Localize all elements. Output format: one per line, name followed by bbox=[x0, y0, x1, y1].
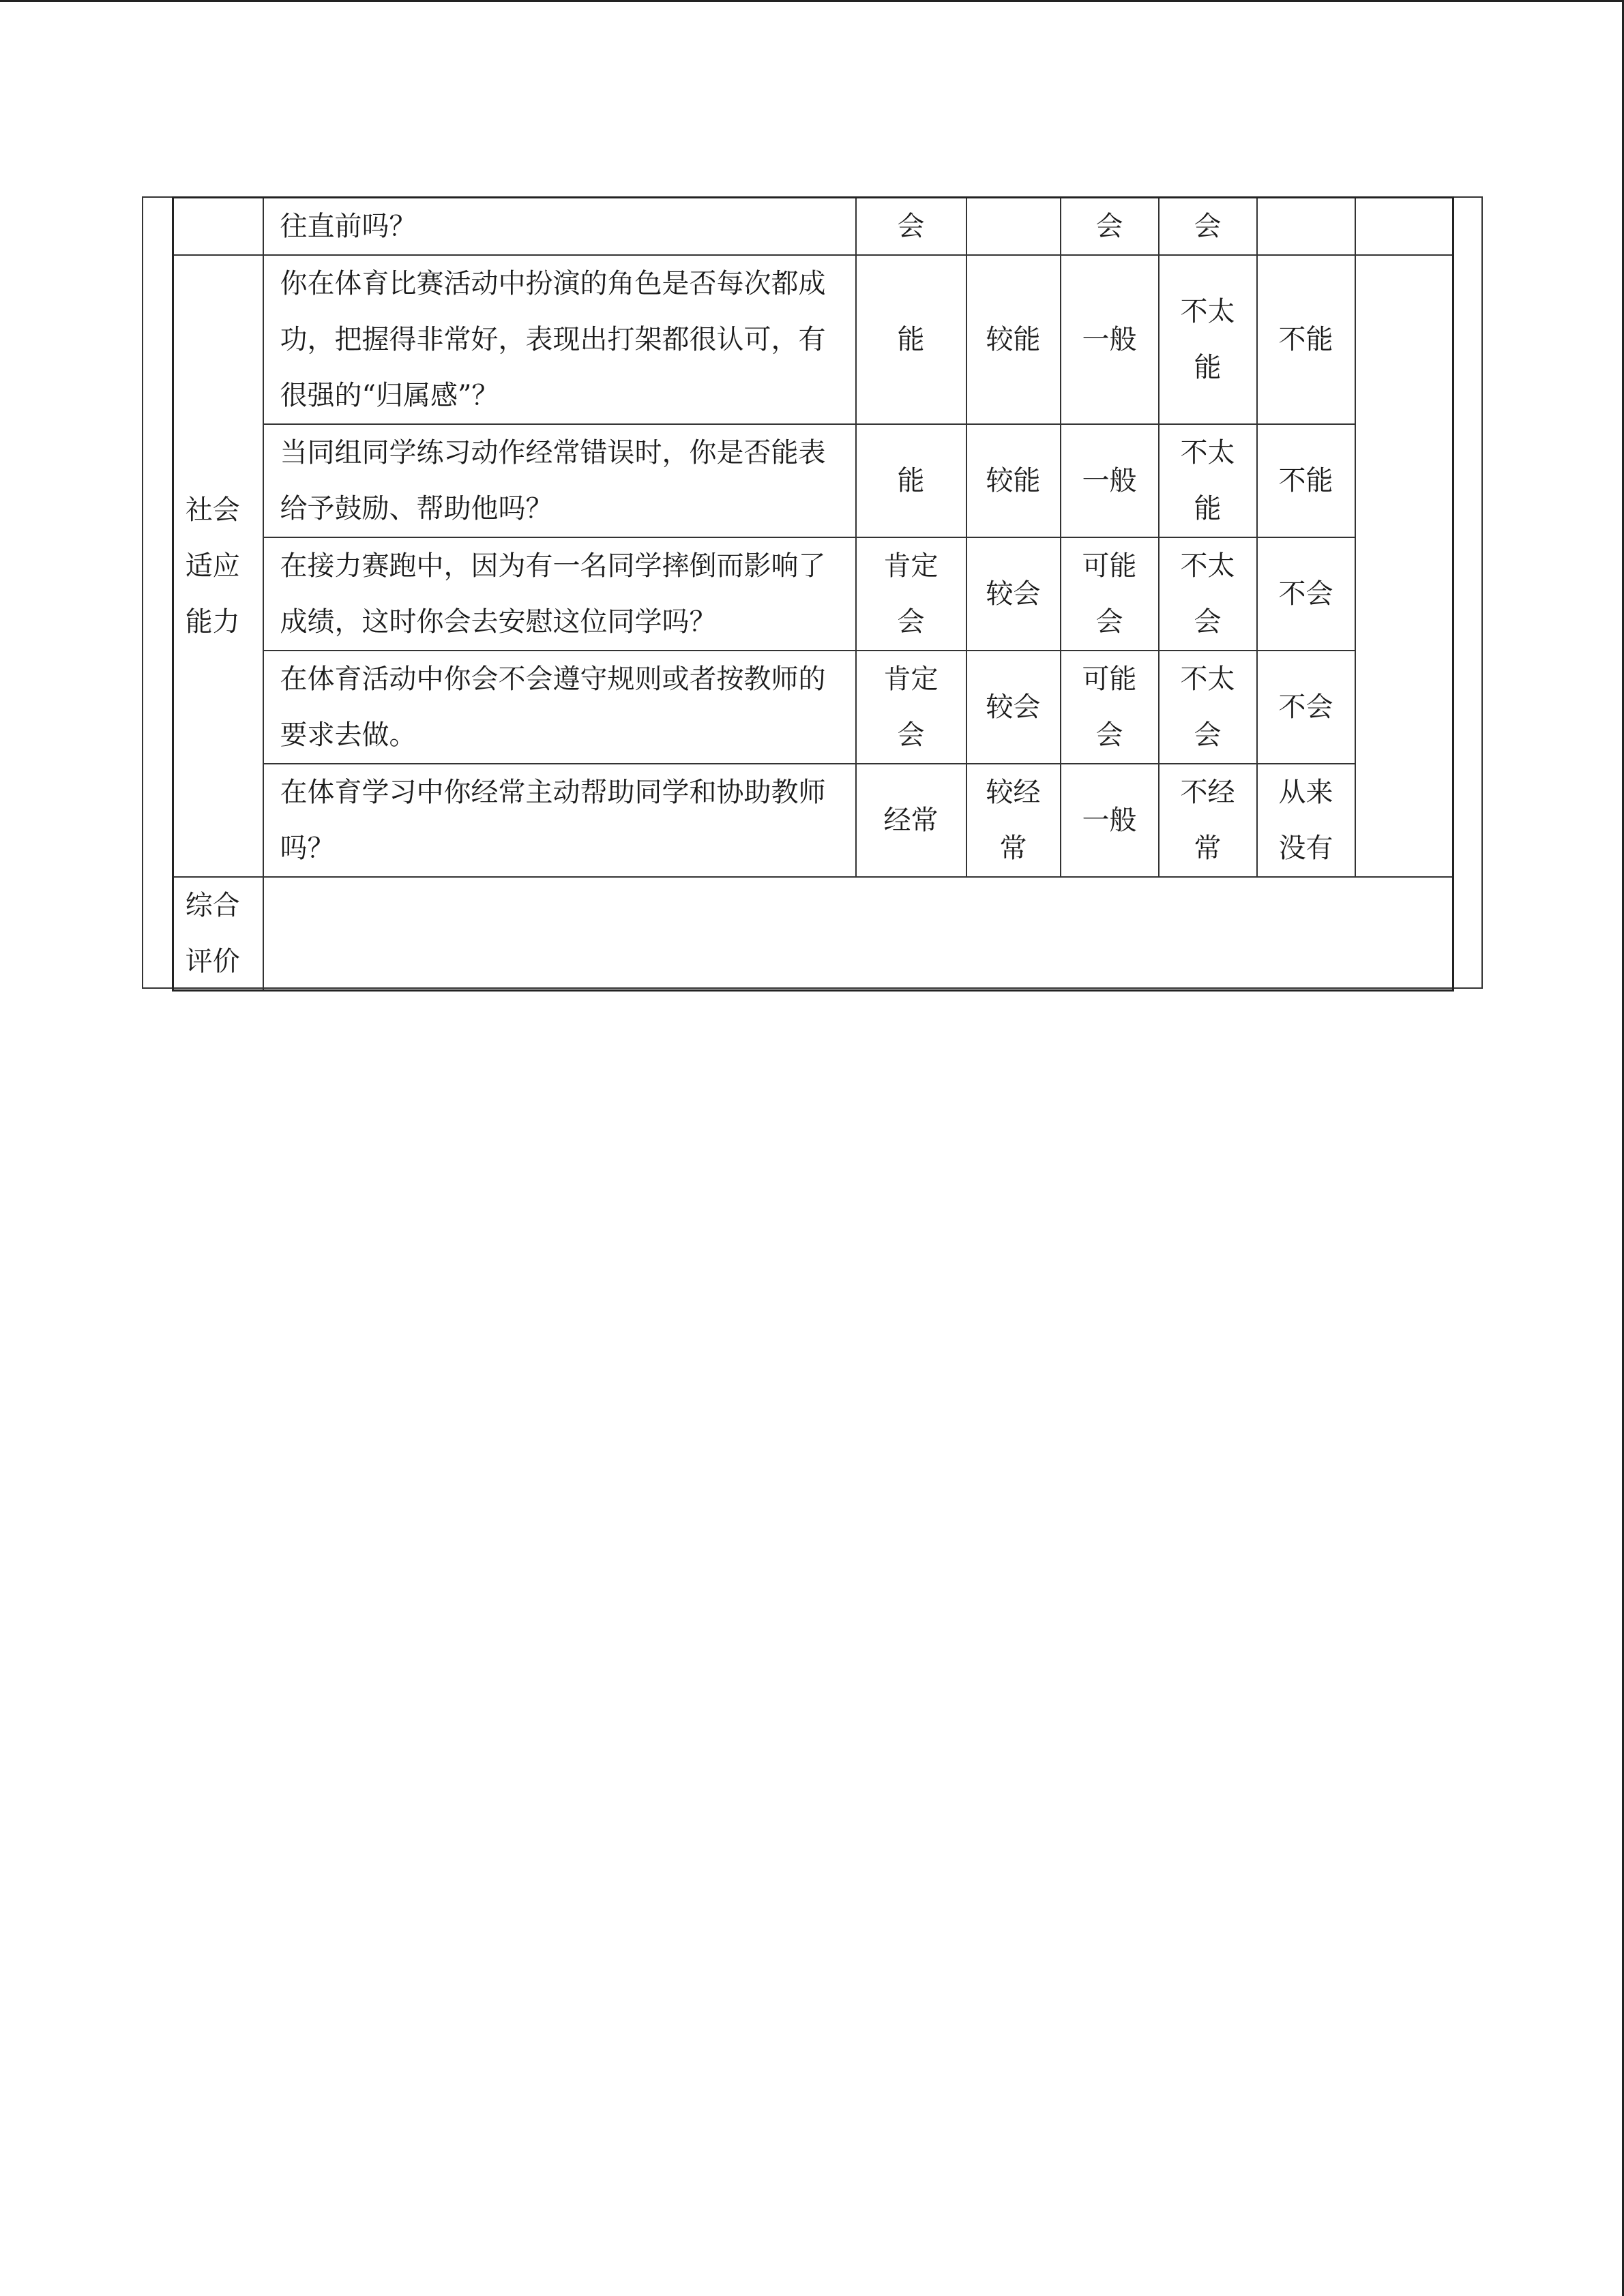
option-cell: 较经常 bbox=[966, 764, 1061, 877]
option-cell: 从来没有 bbox=[1257, 764, 1355, 877]
survey-table bbox=[172, 196, 1454, 992]
option-cell: 不太会 bbox=[1159, 651, 1257, 764]
table-row bbox=[173, 255, 1453, 424]
option-cell: 可能会 bbox=[1061, 537, 1159, 651]
option-cell: 能 bbox=[856, 255, 966, 424]
option-cell: 可能会 bbox=[1061, 651, 1159, 764]
table-row bbox=[173, 198, 1453, 256]
question-cell: 你在体育比赛活动中扮演的角色是否每次都成功，把握得非常好，表现出打架都很认可，有很强的“归属感”？ bbox=[263, 255, 856, 424]
option-cell bbox=[1257, 198, 1355, 256]
option-cell bbox=[966, 198, 1061, 256]
question-cell: 在体育活动中你会不会遵守规则或者按教师的要求去做。 bbox=[263, 651, 856, 764]
option-cell: 一般 bbox=[1061, 255, 1159, 424]
category-cell: 社会适应能力 bbox=[173, 255, 263, 877]
option-cell: 肯定会 bbox=[856, 537, 966, 651]
option-cell: 不能 bbox=[1257, 255, 1355, 424]
option-cell: 不能 bbox=[1257, 424, 1355, 537]
page-top-border bbox=[0, 0, 1624, 2]
table-row bbox=[173, 764, 1453, 877]
option-cell: 不太能 bbox=[1159, 424, 1257, 537]
score-cell bbox=[1355, 198, 1453, 256]
option-cell: 不会 bbox=[1257, 537, 1355, 651]
question-cell: 往直前吗？ bbox=[263, 198, 856, 256]
option-cell: 能 bbox=[856, 424, 966, 537]
option-cell: 较会 bbox=[966, 651, 1061, 764]
option-cell: 经常 bbox=[856, 764, 966, 877]
summary-value-cell[interactable] bbox=[263, 877, 1453, 991]
option-cell: 肯定会 bbox=[856, 651, 966, 764]
option-cell: 较能 bbox=[966, 255, 1061, 424]
option-cell: 会 bbox=[1061, 198, 1159, 256]
category-cell-empty bbox=[173, 198, 263, 256]
table-row bbox=[173, 877, 1453, 991]
summary-label-cell: 综合评价 bbox=[173, 877, 263, 991]
question-cell: 当同组同学练习动作经常错误时，你是否能表给予鼓励、帮助他吗？ bbox=[263, 424, 856, 537]
option-cell: 不太会 bbox=[1159, 537, 1257, 651]
option-cell: 一般 bbox=[1061, 764, 1159, 877]
question-cell: 在体育学习中你经常主动帮助同学和协助教师吗？ bbox=[263, 764, 856, 877]
option-cell: 较会 bbox=[966, 537, 1061, 651]
option-cell: 会 bbox=[1159, 198, 1257, 256]
option-cell: 较能 bbox=[966, 424, 1061, 537]
table-row bbox=[173, 537, 1453, 651]
table-row bbox=[173, 651, 1453, 764]
score-cell bbox=[1355, 255, 1453, 877]
option-cell: 不经常 bbox=[1159, 764, 1257, 877]
option-cell: 不太能 bbox=[1159, 255, 1257, 424]
question-cell: 在接力赛跑中，因为有一名同学摔倒而影响了成绩，这时你会去安慰这位同学吗？ bbox=[263, 537, 856, 651]
table-row bbox=[173, 424, 1453, 537]
option-cell: 不会 bbox=[1257, 651, 1355, 764]
option-cell: 一般 bbox=[1061, 424, 1159, 537]
option-cell: 会 bbox=[856, 198, 966, 256]
